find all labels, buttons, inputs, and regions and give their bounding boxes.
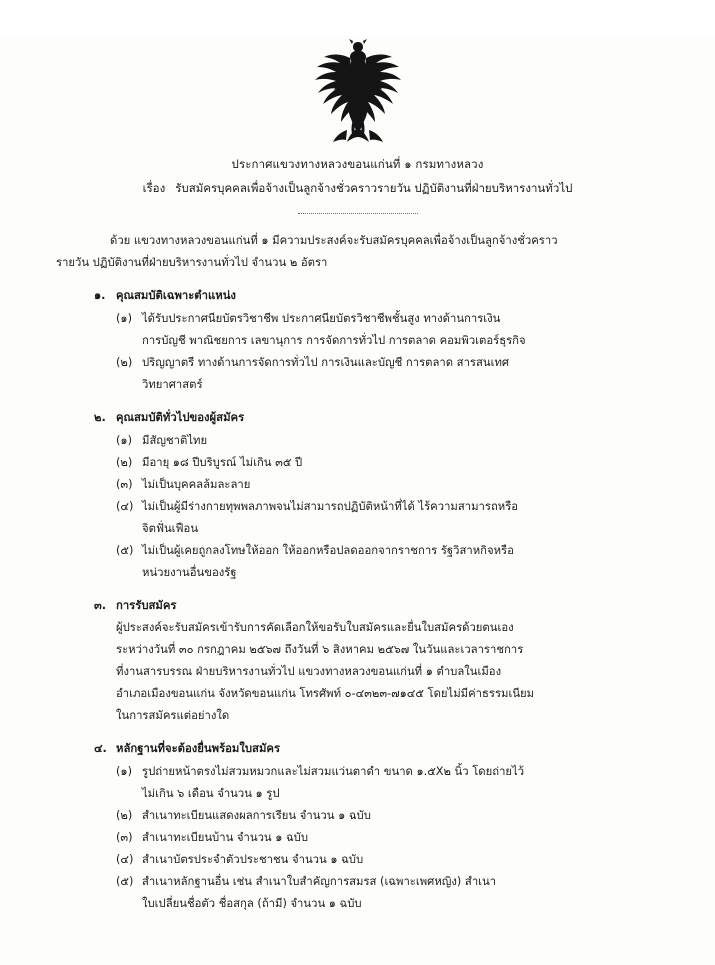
item-text: ไม่เป็นบุคคลล้มละลาย <box>142 477 251 491</box>
item-text: ไม่เป็นผู้เคยถูกลงโทษให้ออก ให้ออกหรือปลดออกจากราชการ รัฐวิสาหกิจหรือ <box>142 543 514 557</box>
list-item <box>116 308 659 330</box>
item-number: (๓) <box>116 831 133 845</box>
list-item <box>116 430 659 452</box>
item-number: (๑) <box>116 765 132 779</box>
section-2 <box>56 407 659 584</box>
document-body <box>56 230 659 915</box>
section-1-number: ๑. <box>94 288 106 302</box>
subject-label: เรื่อง <box>142 180 166 195</box>
page-title: ประกาศแขวงทางหลวงขอนแก่นที่ ๑ กรมทางหลวง <box>231 157 484 171</box>
intro-line-2: รายวัน ปฏิบัติงานที่ฝ่ายบริหารงานทั่วไป จำนวน ๒ อัตรา <box>56 255 328 269</box>
item-text: สำเนาทะเบียนแสดงผลการเรียน จำนวน ๑ ฉบับ <box>142 809 371 823</box>
item-text: มีอายุ ๑๘ ปีบริบูรณ์ ไม่เกิน ๓๕ ปี <box>142 455 303 469</box>
list-item <box>116 849 659 871</box>
section-1 <box>56 285 659 396</box>
section-2-heading <box>94 407 659 429</box>
item-number: (๕) <box>116 875 134 889</box>
item-text: มีสัญชาติไทย <box>142 433 208 447</box>
list-item <box>116 827 659 849</box>
section-4-items <box>116 761 659 915</box>
document-header <box>0 154 715 214</box>
item-number: (๕) <box>116 543 134 557</box>
item-number: (๒) <box>116 455 133 469</box>
section-3-title: การรับสมัคร <box>116 598 177 612</box>
intro-line-1: ด้วย แขวงทางหลวงขอนแก่นที่ ๑ มีความประสงค์จะรับสมัครบุคคลเพื่อจ้างเป็นลูกจ้างชั่วคราว <box>110 233 558 247</box>
section-3-heading <box>94 595 659 617</box>
section-2-number: ๒. <box>94 410 106 424</box>
item-text: วิทยาศาสตร์ <box>142 377 203 391</box>
item-number: (๓) <box>116 477 133 491</box>
paragraph-line: อำเภอเมืองขอนแก่น จังหวัดขอนแก่น โทรศัพท์ ๐-๔๓๒๓-๗๑๔๕ โดยไม่มีค่าธรรมเนียม <box>116 686 535 700</box>
paragraph-line: ผู้ประสงค์จะรับสมัครเข้ารับการคัดเลือกให้ขอรับใบสมัครและยื่นใบสมัครด้วยตนเอง <box>116 620 514 634</box>
section-3-number: ๓. <box>94 598 107 612</box>
section-2-title: คุณสมบัติทั่วไปของผู้สมัคร <box>116 410 245 424</box>
item-number: (๒) <box>116 809 133 823</box>
paragraph-line: ระหว่างวันที่ ๓๐ กรกฎาคม ๒๕๖๗ ถึงวันที่ ๖ สิงหาคม ๒๕๖๗ ในวันและเวลาราชการ <box>116 642 524 656</box>
section-3 <box>56 595 659 727</box>
section-4-heading <box>94 738 659 760</box>
list-item <box>116 452 659 474</box>
subject-text: รับสมัครบุคคลเพื่อจ้างเป็นลูกจ้างชั่วคราวรายวัน ปฏิบัติงานที่ฝ่ายบริหารงานทั่วไป <box>175 180 573 195</box>
item-text: การบัญชี พาณิชยการ เลขานุการ การจัดการทั่วไป การตลาด คอมพิวเตอร์ธุรกิจ <box>142 333 526 347</box>
item-text: ใบเปลี่ยนชื่อตัว ชื่อสกุล (ถ้ามี) จำนวน ๑ ฉบับ <box>142 897 362 911</box>
item-number: (๔) <box>116 499 134 513</box>
item-number: (๑) <box>116 433 132 447</box>
list-item <box>116 871 659 893</box>
item-number: (๔) <box>116 853 134 867</box>
section-1-heading <box>94 285 659 307</box>
item-text: ปริญญาตรี ทางด้านการจัดการทั่วไป การเงินและบัญชี การตลาด สารสนเทศ <box>142 355 510 369</box>
section-4-title: หลักฐานที่จะต้องยื่นพร้อมใบสมัคร <box>116 742 281 756</box>
item-number: (๒) <box>116 355 133 369</box>
list-item <box>116 496 659 518</box>
section-3-paragraph <box>116 617 659 727</box>
item-text: ไม่เป็นผู้มีร่างกายทุพพลภาพจนไม่สามารถปฏิบัติหน้าที่ได้ ไร้ความสามารถหรือ <box>142 499 519 513</box>
list-item <box>116 540 659 562</box>
section-4 <box>56 738 659 915</box>
header-divider <box>298 212 418 214</box>
paragraph-line: ที่งานสารบรรณ ฝ่ายบริหารงานทั่วไป แขวงทางหลวงขอนแก่นที่ ๑ ตำบลในเมือง <box>116 664 502 678</box>
list-item <box>116 474 659 496</box>
item-text: ไม่เกิน ๖ เดือน จำนวน ๑ รูป <box>142 787 280 801</box>
list-item <box>116 761 659 783</box>
item-number: (๑) <box>116 311 132 325</box>
item-text: สำเนาบัตรประจำตัวประชาชน จำนวน ๑ ฉบับ <box>142 853 364 867</box>
garuda-emblem <box>298 38 418 148</box>
subject-line <box>0 178 715 200</box>
section-2-items <box>116 430 659 584</box>
item-text: หน่วยงานอื่นของรัฐ <box>142 565 237 579</box>
section-4-number: ๔. <box>94 742 107 756</box>
item-text: จิตฟั่นเฟือน <box>142 521 199 535</box>
document-page <box>0 38 715 965</box>
item-text: ได้รับประกาศนียบัตรวิชาชีพ ประกาศนียบัตรวิชาชีพชั้นสูง ทางด้านการเงิน <box>142 311 501 325</box>
section-1-items <box>116 308 659 396</box>
item-text: สำเนาทะเบียนบ้าน จำนวน ๑ ฉบับ <box>142 831 309 845</box>
list-item <box>116 352 659 374</box>
paragraph-line: ในการสมัครแต่อย่างใด <box>116 709 230 722</box>
item-text: สำเนาหลักฐานอื่น เช่น สำเนาใบสำคัญการสมรส (เฉพาะเพศหญิง) สำเนา <box>142 875 497 889</box>
list-item <box>116 805 659 827</box>
section-1-title: คุณสมบัติเฉพาะตำแหน่ง <box>116 288 236 302</box>
item-text: รูปถ่ายหน้าตรงไม่สวมหมวกและไม่สวมแว่นตาดำ ขนาด ๑.๕X๒ นิ้ว โดยถ่ายไว้ <box>142 765 525 779</box>
